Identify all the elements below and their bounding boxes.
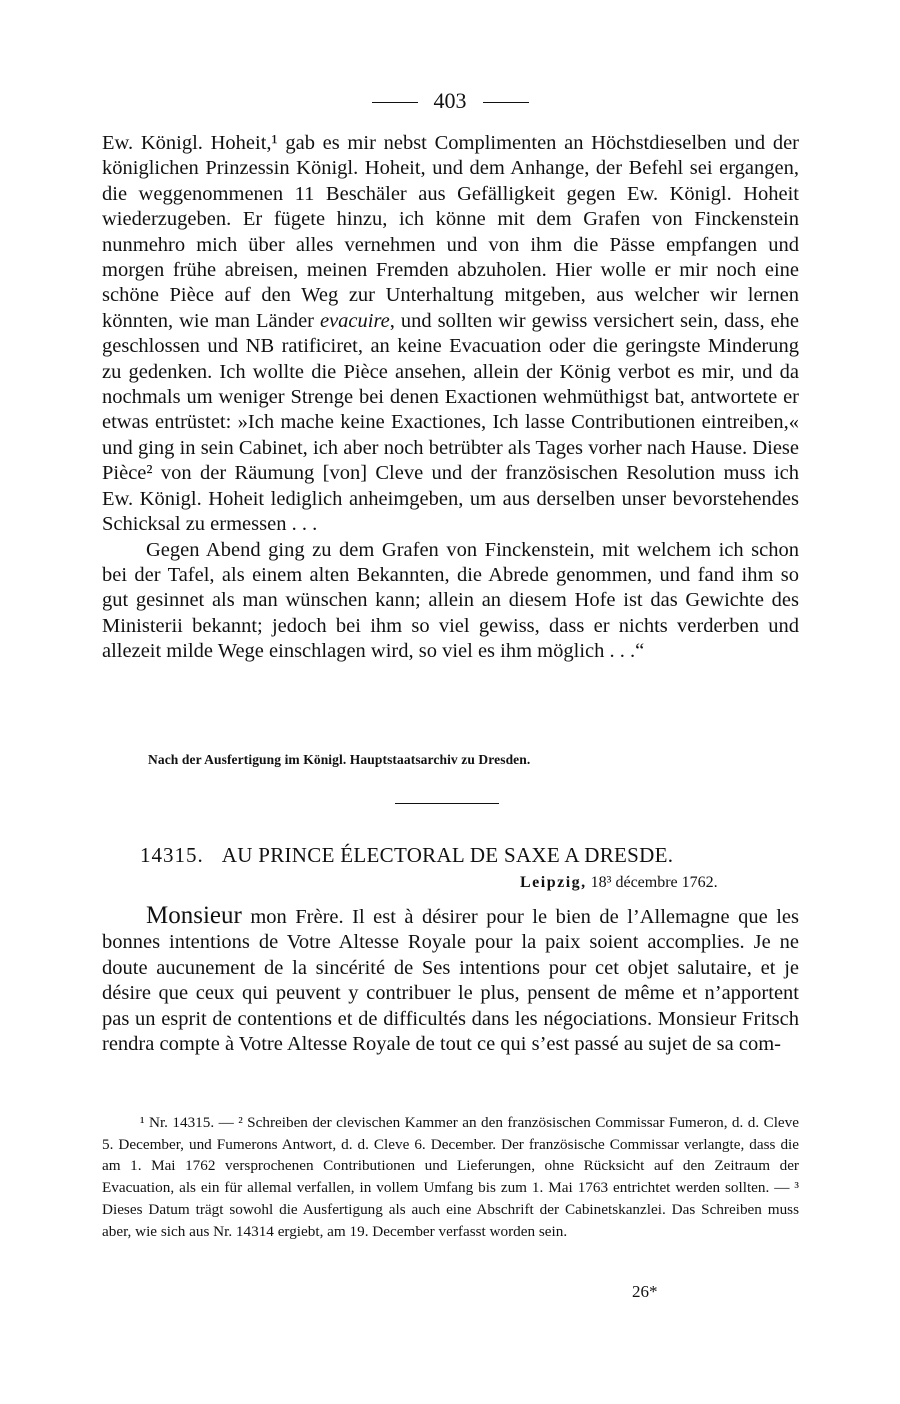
paragraph-2: Gegen Abend ging zu dem Grafen von Finckenstein, mit welchem ich schon bei der Tafel, als einem alten Bekannten, die Abrede genommen, und fand ihm so gut gesinnet als man wünschen kann; allein an diesem Hofe ist das Gewichte des Ministerii bekannt; jedoch bei ihm so viel gewiss, dass er nichts verderben und allezeit milde Wege einschlagen wird, so viel es ihm möglich . . .“	[102, 538, 799, 663]
letter-body-text: mon Frère. Il est à désirer pour le bien de l’Allemagne que les bonnes intentions de Votre Altesse Royale pour la paix soient accomplies. Je ne doute aucunement de la sincérité de Ses intentions pour cet objet salutaire, et je désire que ceux qui peuvent y contribuer le plus, pensent de même et n’apportent pas un esprit de contentions et de difficultés dans les négociations. Monsieur Fritsch rendra compte à Votre Altesse Royale de tout ce qui s’est passé au sujet de sa com-	[102, 906, 799, 1056]
footnote-text: ¹ Nr. 14315. — ² Schreiben der clevischen Kammer an den französischen Commissar Fumeron, d. d. Cleve 5. December, und Fumerons Antwort, d. d. Cleve 6. December. Der französische Commissar verlangte, dass die am 1. Mai 1762 versprochenen Contributionen und Lieferungen, ohne Rücksicht auf den Zeitraum der Evacuation, als ein für allemal verfallen, in vollem Umfang bis zum 1. Mai 1763 entrichtet werden sollten. — ³ Dieses Datum trägt sowohl die Ausfertigung als auch eine Abschrift der Cabinetskanzlei. Das Schreiben muss aber, wie sich aus Nr. 14314 ergiebt, am 19. December verfasst worden sein.	[102, 1114, 799, 1240]
paragraph-1-tail: , und sollten wir gewiss versichert sein, dass, ehe geschlossen und NB ratificiret, an keine Evacuation oder die geringste Minderung zu gedenken. Ich wollte die Pièce ansehen, allein der König verbot es mir, und da nochmals um weniger Strenge bei denen Exactionen wehmüthigst bat, antwortete er etwas entrüstet: »Ich mache keine Exactiones, Ich lasse Contributionen eintreiben,« und ging in sein Cabinet, ich aber noch betrübter als Tages vorher nach Hause. Diese Pièce² von der Räumung [von] Cleve und der französischen Resolution muss ich Ew. Königl. Hoheit lediglich anheimgeben, um aus derselben unser bevorstehendes Schicksal zu ermessen . . .	[102, 309, 800, 536]
italic-word: evacuire	[319, 309, 390, 332]
paragraph-1-text: Ew. Königl. Hoheit,¹ gab es mir nebst Complimenten an Höchstdieselben und der königlichen Prinzessin Königl. Hoheit, und dem Anhange, der Befehl sei ergangen, die weggenommenen 11 Beschäler aus Gefälligkeit gegen Ew. Königl. Hoheit wiederzugeben. Er fügete hinzu, ich könne mit dem Grafen von Finckenstein nunmehro mich über alles vernehmen und von ihm die Pässe empfangen und morgen frühe abreisen, meinen Fremden abzuholen. Hier wolle er mir noch eine schöne Pièce auf den Weg zur Unterhaltung mitgeben, aus welcher wir lernen könnten, wie man Länder	[102, 132, 799, 332]
letter-number: 14315.	[140, 843, 204, 867]
header-rule-right	[483, 102, 529, 103]
signature-mark: 26*	[632, 1282, 658, 1301]
footnotes	[102, 1112, 799, 1242]
letter-paragraph	[102, 903, 799, 1057]
dateline-place: Leipzig,	[520, 874, 587, 891]
page-number: 403	[433, 88, 467, 113]
salutation: Monsieur	[146, 902, 242, 929]
letter-body	[102, 903, 799, 1057]
section-divider	[395, 803, 499, 804]
archive-source-note: Nach der Ausfertigung im Königl. Hauptstaatsarchiv zu Dresden.	[148, 752, 531, 767]
letter-title: AU PRINCE ÉLECTORAL DE SAXE A DRESDE.	[221, 843, 674, 867]
dateline-date: 18³ décembre 1762.	[590, 874, 718, 891]
letter-heading	[140, 843, 800, 868]
header-rule-left	[372, 102, 418, 103]
paragraph-1	[102, 131, 799, 538]
letter-dateline	[520, 874, 800, 892]
letter-continuation-text	[102, 131, 799, 665]
page-header	[0, 88, 900, 114]
